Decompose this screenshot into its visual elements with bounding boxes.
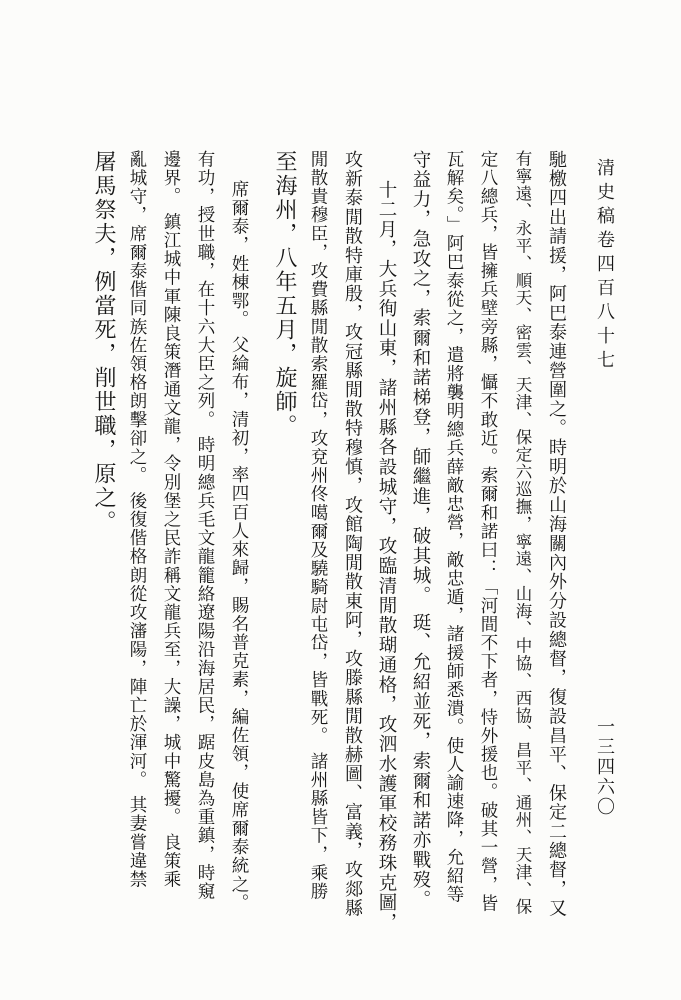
text-column: 至海州，八年五月，旋師。 bbox=[272, 150, 297, 438]
text-column: 定八總兵，皆擁兵壁旁縣，懾不敢近。索爾和諾曰：「河間不下者，恃外援也。破其一營，皆 bbox=[478, 150, 498, 913]
text-column: 有功，授世職，在十六大臣之列。 時明總兵毛文龍籠絡遼陽沿海居民，踞皮島為重鎮，時窺 bbox=[195, 150, 215, 901]
text-column: 馳檄四出請援，阿巴泰連營圍之。時明於山海關內外分設總督，復設昌平、保定二總督，又 bbox=[546, 150, 567, 918]
text-column: 亂城守，席爾泰偕同族佐領格朗擊卻之。 後復偕格朗從攻瀋陽，陣亡於渾河。 其妻嘗違禁 bbox=[127, 150, 147, 889]
page-number: 一三四六〇 bbox=[594, 717, 615, 817]
text-column: 攻新泰閒散特庫殷，攻冠縣閒散特穆慎，攻館陶閒散東阿，攻滕縣閒散赫圖、富義，攻郯縣 bbox=[342, 150, 363, 918]
running-header-title: 清史稿卷四百八十七 bbox=[594, 158, 615, 374]
text-column: 閒散貴穆臣，攻費縣閒散索羅岱，攻兗州佟噶爾及驍騎尉屯岱，皆戰死。 諸州縣皆下，乘勝 bbox=[308, 150, 328, 901]
text-column: 守益力，急攻之，索爾和諾梯登，師繼進，破其城。 珽、允紹並死，索爾和諾亦戰歿。 bbox=[410, 150, 431, 910]
text-column: 瓦解矣。」阿巴泰從之，遣將襲明總兵薛敵忠營，敵忠遁，諸援師悉潰。使人諭速降，允紹等 bbox=[444, 150, 464, 904]
text-column: 屠馬祭夫，例當死，削世職，原之。 bbox=[91, 150, 116, 534]
text-column: 有寧遠、永平、順天、密雲、天津、保定六巡撫，寧遠、山海、中協、西協、昌平、通州、天津、保 bbox=[513, 150, 532, 916]
text-column: 邊界。 鎮江城中軍陳良策潛通文龍，令別堡之民詐稱文龍兵至，大譟，城中驚擾。 良策乘 bbox=[161, 150, 181, 889]
text-column: 十二月，大兵徇山東，諸州縣各設城守，攻臨清閒散瑚通格，攻泗水護軍校務珠克圖， bbox=[376, 180, 397, 933]
text-column: 席爾泰，姓棟鄂。 父綸布，清初，率四百人來歸，賜名普克素，編佐領，使席爾泰統之。 bbox=[229, 180, 249, 913]
